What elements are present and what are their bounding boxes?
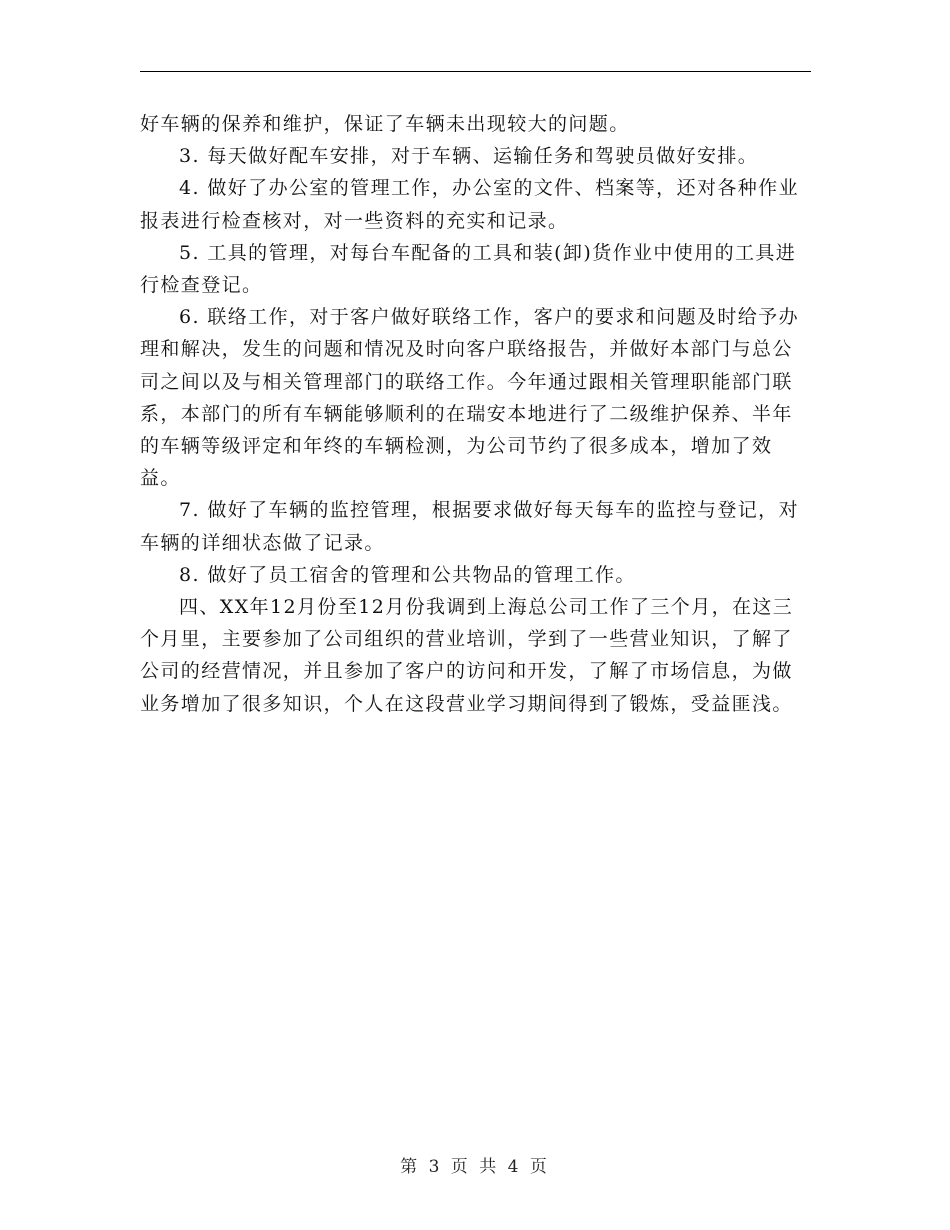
document-body <box>140 108 811 720</box>
paragraph-continuation: 好车辆的保养和维护，保证了车辆未出现较大的问题。 <box>140 113 630 135</box>
paragraph-item-5: 5. 工具的管理，对每台车配备的工具和装(卸)货作业中使用的工具进行检查登记。 <box>140 241 797 297</box>
header-rule <box>140 71 811 72</box>
paragraph-item-4: 4. 做好了办公室的管理工作，办公室的文件、档案等，还对各种作业报表进行检查核对，对一些资料的充实和记录。 <box>140 177 799 232</box>
paragraph-item-8: 8. 做好了员工宿舍的管理和公共物品的管理工作。 <box>179 563 636 586</box>
paragraph-section-4: 四、XX年12月份至12月份我调到上海总公司工作了三个月，在这三个月里，主要参加了公司组织的营业培训，学到了一些营业知识，了解了公司的经营情况，并且参加了客户的访问和开发，了解了市场信息，为做业务增加了很多知识，个人在这段营业学习期间得到了锻炼，受益匪浅。 <box>140 596 794 715</box>
paragraph-item-6: 6. 联络工作，对于客户做好联络工作，客户的要求和问题及时给予办理和解决，发生的问题和情况及时向客户联络报告，并做好本部门与总公司之间以及与相关管理部门的联络工作。今年通过跟相关管理职能部门联系，本部门的所有车辆能够顺利的在瑞安本地进行了二级维护保养、半年的车辆等级评定和年终的车辆检测，为公司节约了很多成本，增加了效益。 <box>140 306 799 490</box>
paragraph-item-7: 7. 做好了车辆的监控管理，根据要求做好每天每车的监控与登记，对车辆的详细状态做了记录。 <box>140 499 799 554</box>
paragraph-item-3: 3. 每天做好配车安排，对于车辆、运输任务和驾驶员做好安排。 <box>179 145 759 168</box>
page-indicator: 第 3 页 共 4 页 <box>400 1157 550 1177</box>
